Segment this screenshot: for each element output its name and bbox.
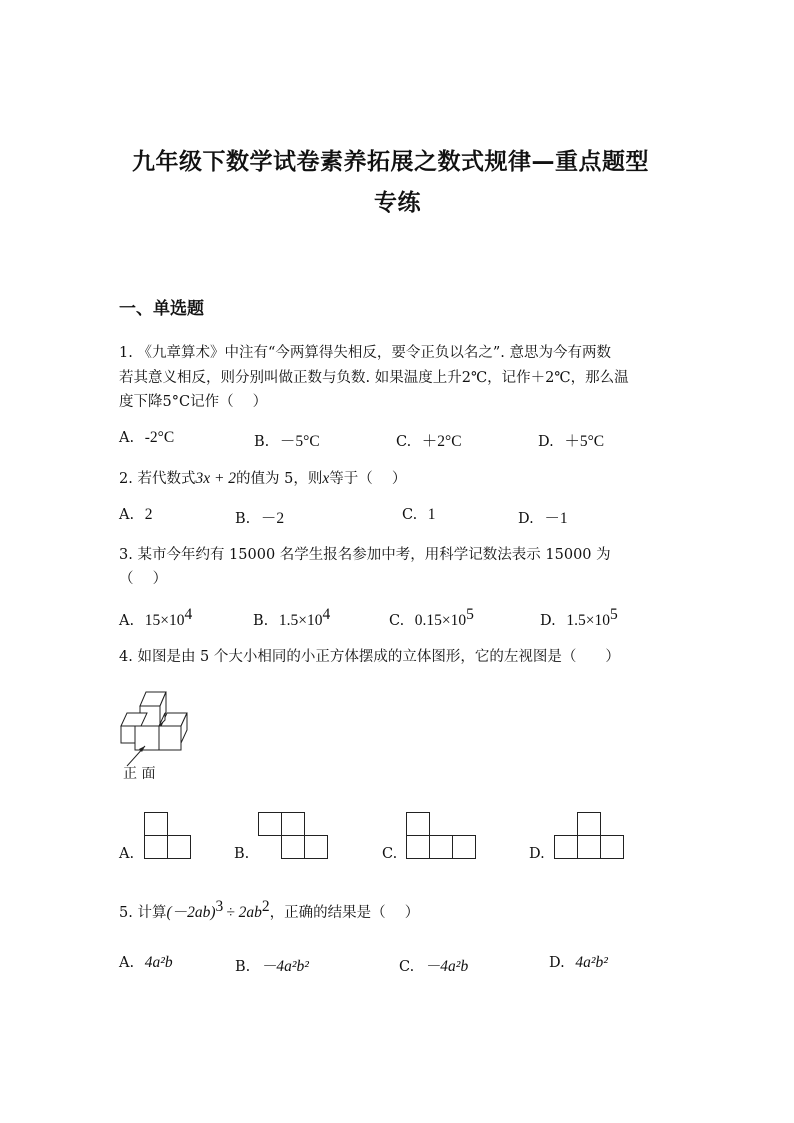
option-letter: C. [396, 434, 412, 450]
section-heading: 一、单选题 [119, 299, 204, 319]
option-letter: D. [540, 612, 556, 629]
q2-option-b[interactable] [235, 506, 284, 528]
option-exponent: 4 [184, 606, 193, 623]
option-letter: A. [119, 612, 135, 629]
q2-option-c[interactable] [402, 506, 436, 524]
option-value: 4a²b² [575, 954, 608, 971]
option-mantissa: 0.15×10 [414, 611, 467, 629]
option-value: 2 [144, 506, 153, 523]
q2-suffix-2: 等于（ ） [329, 471, 407, 487]
q3-option-a[interactable] [119, 606, 192, 630]
option-letter: C. [389, 612, 405, 629]
question-1-line-3: 度下降5°C记作（ ） [119, 394, 268, 410]
option-letter: B. [235, 511, 251, 527]
option-mantissa: 1.5×10 [566, 611, 610, 629]
option-value: －2 [260, 510, 285, 527]
question-1-line-2: 若其意义相反，则分别叫做正数与负数. 如果温度上升2℃，记作＋2℃，那么温 [119, 370, 629, 386]
option-exponent: 5 [609, 606, 618, 623]
cube-stack-figure [115, 686, 195, 766]
q2-suffix: 的值为 5，则 [236, 471, 323, 487]
q5-option-b[interactable] [235, 954, 309, 976]
q2-expression: 3x + 2 [195, 470, 237, 487]
q2-variable: x [322, 470, 330, 487]
option-value: 1 [427, 506, 436, 523]
option-letter: A. [119, 430, 135, 446]
q4-option-c-label[interactable]: C. [382, 846, 398, 862]
question-1-line-1: 1. 《九章算术》中注有“今两算得失相反，要令正负以名之”. 意思为今有两数 [119, 345, 611, 361]
q5-option-c[interactable] [399, 954, 468, 976]
option-value: －4a²b² [260, 958, 309, 975]
option-letter: A. [119, 955, 135, 971]
q4-option-a-label[interactable]: A. [119, 846, 135, 862]
option-letter: B. [235, 959, 251, 975]
option-mantissa: 15×10 [144, 611, 185, 629]
q1-option-d[interactable] [538, 429, 604, 451]
q3-option-c[interactable] [389, 606, 474, 630]
option-value: 4a²b [144, 954, 173, 971]
question-3-line-2: （ ） [119, 571, 168, 587]
q5-option-a[interactable] [119, 954, 173, 972]
q5-option-d[interactable] [549, 954, 608, 972]
q5-prefix: 5. 计算 [119, 904, 167, 921]
question-5 [119, 898, 419, 922]
question-2 [119, 467, 406, 488]
option-value: －1 [544, 510, 568, 527]
q3-option-b[interactable] [253, 606, 330, 630]
q5-suffix: ，正确的结果是（ ） [269, 904, 420, 921]
option-letter: B. [253, 612, 269, 629]
option-value: ＋5°C [564, 433, 605, 450]
option-letter: B. [254, 434, 270, 450]
q4-option-d-view[interactable] [554, 812, 626, 860]
option-value: -2°C [144, 429, 175, 446]
q2-option-a[interactable] [119, 506, 152, 524]
document-title-line-1: 九年级下数学试卷素养拓展之数式规律—重点题型 [132, 149, 649, 175]
option-value: ＋2°C [421, 433, 462, 450]
option-exponent: 4 [322, 606, 331, 623]
option-value: －5°C [279, 433, 320, 450]
option-letter: D. [518, 511, 534, 527]
q4-option-b-view[interactable] [258, 812, 330, 860]
option-value: －4a²b [424, 958, 469, 975]
option-letter: C. [399, 959, 415, 975]
q5-exponent-1: 3 [215, 898, 224, 915]
front-view-label: 正 面 [123, 766, 156, 782]
q1-option-c[interactable] [396, 429, 462, 451]
option-mantissa: 1.5×10 [278, 611, 323, 629]
q2-prefix: 2. 若代数式 [119, 471, 196, 487]
q1-option-a[interactable] [119, 429, 174, 447]
q5-divisor: ÷ 2ab [226, 903, 262, 921]
q2-option-d[interactable] [518, 506, 568, 528]
q5-base: (－2ab) [166, 903, 216, 921]
option-letter: C. [402, 507, 418, 523]
option-letter: D. [538, 434, 554, 450]
document-title-line-2: 专练 [374, 190, 421, 216]
q1-option-b[interactable] [254, 429, 320, 451]
q3-option-d[interactable] [540, 606, 618, 630]
option-letter: A. [119, 507, 135, 523]
q4-option-c-view[interactable] [406, 812, 478, 860]
option-exponent: 5 [466, 606, 474, 623]
q4-option-a-view[interactable] [144, 812, 192, 860]
option-letter: D. [549, 955, 565, 971]
q4-option-b-label[interactable]: B. [234, 846, 250, 862]
question-4: 4. 如图是由 5 个大小相同的小正方体摆成的立体图形，它的左视图是（ ） [119, 649, 620, 665]
q4-option-d-label[interactable]: D. [529, 846, 545, 862]
q5-exponent-2: 2 [261, 898, 270, 915]
question-3-line-1: 3. 某市今年约有 15000 名学生报名参加中考，用科学记数法表示 15000 为 [119, 547, 611, 563]
